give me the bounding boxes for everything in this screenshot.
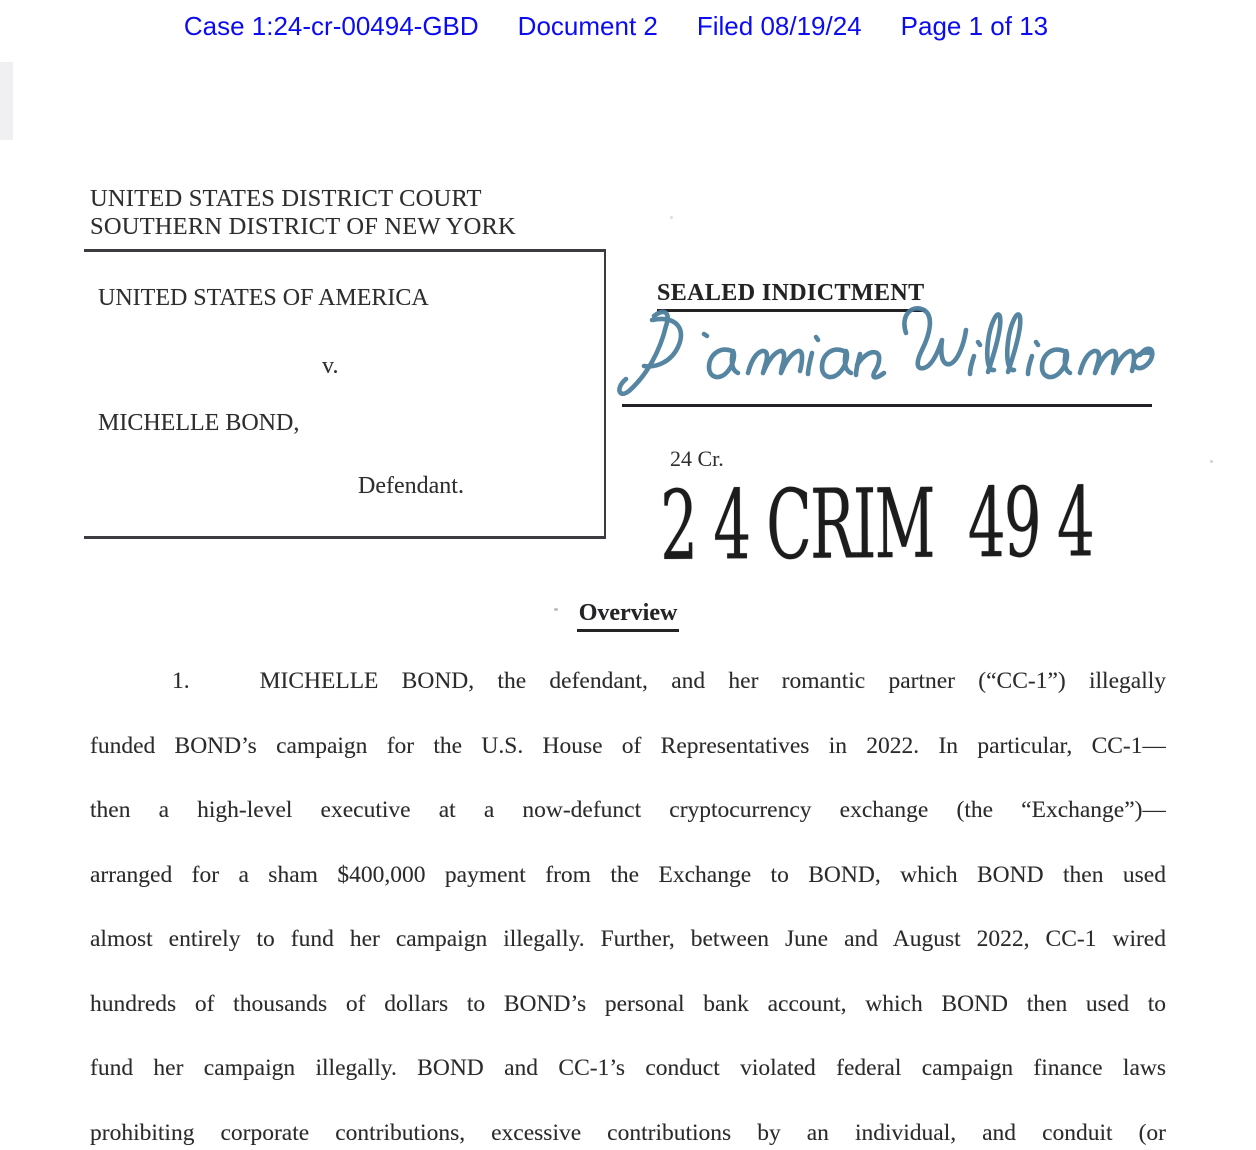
versus-label: v. (322, 353, 339, 379)
caption-box (84, 249, 606, 539)
paragraph-line: prohibiting corporate contributions, excessive contributions by an individual, and conduit (or (90, 1119, 1166, 1146)
paragraph-line: almost entirely to fund her campaign illegally. Further, between June and August 2022, CC-1 wired (90, 926, 1166, 952)
page-indicator: Page 1 of 13 (900, 11, 1049, 41)
overview-heading-text: Overview (577, 600, 680, 632)
court-name: UNITED STATES DISTRICT COURT (90, 185, 482, 212)
paragraph-line (90, 649, 1166, 714)
filed-date: Filed 08/19/24 (696, 11, 862, 41)
sealed-indictment-title: SEALED INDICTMENT (657, 280, 925, 312)
paragraph-number: 1. (172, 668, 190, 694)
court-district: SOUTHERN DISTRICT OF NEW YORK (90, 213, 516, 240)
pacer-header (0, 12, 1244, 40)
signature-ink (608, 300, 1156, 408)
paragraph-line-text: MICHELLE BOND, the defendant, and her romantic partner (“CC-1”) illegally (259, 668, 1166, 694)
defendant-name: MICHELLE BOND, (98, 410, 300, 436)
paragraph-line: funded BOND’s campaign for the U.S. House of Representatives in 2022. In particular, CC-1— (90, 732, 1166, 759)
paragraph-line: hundreds of thousands of dollars to BOND’s personal bank account, which BOND then used to (90, 990, 1166, 1017)
crim-number-stamp: 2 4 CRIM 49 4 (659, 466, 1094, 582)
scan-speck (1210, 460, 1213, 463)
overview-heading (0, 600, 1256, 632)
scan-artifact (0, 62, 13, 140)
paragraph-line: arranged for a sham $400,000 payment from the Exchange to BOND, which BOND then used (90, 861, 1166, 888)
paragraph-1 (90, 649, 1166, 1150)
document-number: Document 2 (517, 11, 658, 41)
plaintiff-name: UNITED STATES OF AMERICA (98, 285, 429, 311)
court-heading (90, 185, 516, 241)
paragraph-line: fund her campaign illegally. BOND and CC-1’s conduct violated federal campaign finance laws (90, 1055, 1166, 1081)
paragraph-line: then a high-level executive at a now-defunct cryptocurrency exchange (the “Exchange”)— (90, 797, 1166, 823)
scan-speck (670, 216, 673, 219)
signature-damian-williams (608, 300, 1156, 408)
case-number: Case 1:24-cr-00494-GBD (183, 11, 479, 41)
signature-rule (622, 404, 1152, 407)
defendant-label: Defendant. (358, 473, 464, 499)
case-number-label: 24 Cr. (670, 446, 724, 471)
